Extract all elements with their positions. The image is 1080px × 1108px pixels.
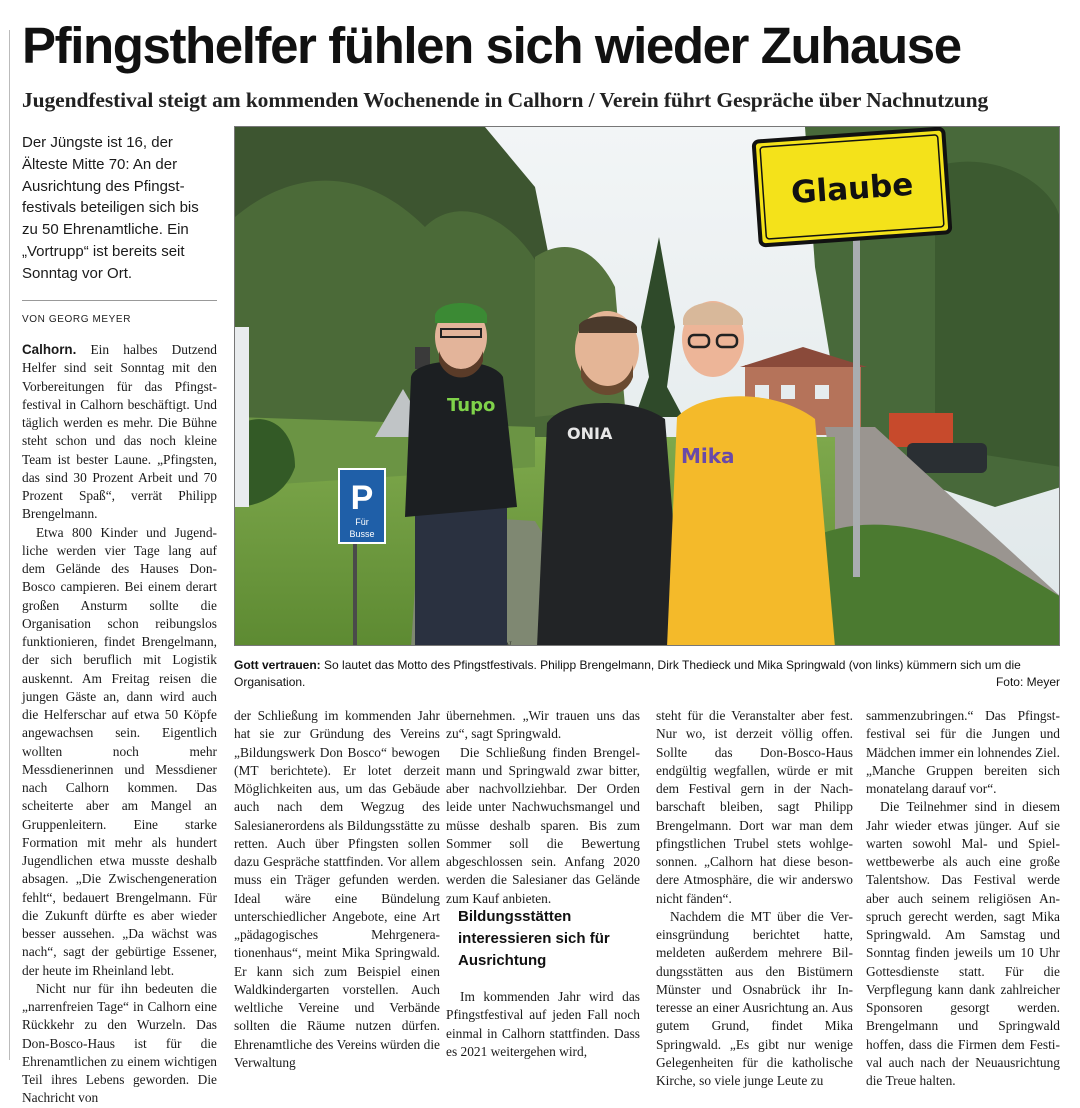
article-column-2 — [234, 707, 440, 1072]
column-divider — [9, 30, 10, 1060]
photo-illustration — [235, 127, 1060, 646]
shirt-text-left: Tupo — [447, 395, 496, 416]
teaser: Der Jüngste ist 16, der Älteste Mitte 70: An der Ausrichtung des Pfingstfestivals beteiligen sich bis zu 50 Ehrenamtliche. Ein „Vortrupp“ ist bereits seit Sonntag vor Ort. — [22, 134, 199, 282]
article-paragraph: steht für die Veranstalter aber fest. Nur wo, ist derzeit völlig offen. Sollte das Don-Bosco-Haus endgültig wegfallen, würde er mit dem Festival gern in der Nachbarschaft bleiben, sagt Philipp Brengelmann. Dort war man dem pfingstlichen Trubel stets wohlgesonnen. „Calhorn hat diese besondere Atmosphäre, die wir anderswo nicht fänden“. — [656, 708, 853, 906]
parking-sign-text-2: Busse — [349, 529, 375, 539]
subheadline: Jugendfestival steigt am kommenden Wochenende in Calhorn / Verein führt Gespräche über Nachnutzung — [22, 88, 989, 112]
photo-caption — [234, 657, 1060, 690]
article-paragraph: Die Teilnehmer sind in diesem Jahr wieder etwas jünger. Auf sie warten sowohl Mal- und Spielwettbewerbe als auch eine große Talentshow. Das Festival werde aber auch seinem religiösen Anspruch gerecht werden, sagt Mika Springwald. Am Samstag und Sonntag finden jeweils um 10 Uhr Gottesdienste statt. Für die Verpflegung kann dank zahlreicher Sponsoren gesorgt werden. Brengelmann und Springwald hoffen, dass die Firmen dem Festival auch nach der Neuausrichtung die Treue halten. — [866, 799, 1060, 1088]
article-paragraph: Nicht nur für ihn bedeuten die „narrenfreien Tage“ in Calhorn eine Rückkehr zu den Wurzeln. Das Don-Bosco-Haus ist für die Ehrenamtlichen zu einem wichtigen Teil ihres Lebens geworden. Die Nachricht von — [22, 980, 217, 1106]
article-paragraph: sammenzubringen.“ Das Pfingstfestival sei für die Jungen und Mädchen immer ein lohnendes Ziel. „Manche Gruppen bereiten sich monatelang darauf vor“. — [866, 708, 1060, 796]
article-paragraph: Im kommenden Jahr wird das Pfingstfestival auf jeden Fall noch einmal in Calhorn stattfinden. Dass es 2021 weitergehen wird, — [446, 989, 640, 1059]
parking-sign-text-1: Für — [355, 517, 369, 527]
shirt-text-middle: ONIA — [567, 424, 613, 443]
article-column-3 — [446, 707, 640, 908]
headline: Pfingsthelfer fühlen sich wieder Zuhause — [22, 17, 961, 74]
byline-text: VON GEORG MEYER — [22, 314, 132, 325]
paragraph-text: Ein halbes Dutzend Helfer sind seit Sonntag mit den Vorbereitungen für das Pfingstfestival in Calhorn beschäftigt. Und täglich werden es mehr. Die Bühne steht schon und das noch kleine Team ist bester Laune. „Pfingsten, das sind 30 Prozent Arbeit und 70 Prozent Spaß“, verrät Philipp Brengelmann. — [22, 342, 217, 522]
article-paragraph: übernehmen. „Wir trauen uns das zu“, sagt Springwald. — [446, 708, 640, 742]
glaube-sign-text: Glaube — [789, 166, 915, 212]
article-subhead: Bildungsstätten interessieren sich für Ausrichtung — [458, 908, 610, 969]
shirt-text-right: Mika — [681, 444, 735, 468]
article-column-1 — [22, 341, 217, 1108]
byline-divider — [22, 300, 217, 301]
article-photo — [234, 126, 1060, 646]
article-paragraph: Etwa 800 Kinder und Jugendliche werden vier Tage lang auf dem Gelände des Hauses Don-Bosco campieren. Bei einem derart großen Ansturm sollte die Organisation schon reibungslos funktionieren, findet Brengelmann, der sich beruflich mit Logistik auskennt. Am Freitag reisen die jungen Gäste an, dann wird auch die Helferschar auf etwa 50 Köpfe angewachsen sein. Eigentlich wollten noch mehr Messdienerinnen und Messdiener nach Calhorn kommen. Das scheiterte aber am Mangel an Gruppenleitern. Eine starke Formation mit mehr als hundert Jugendlichen etwa musste deshalb absagen. „Die Zwischengeneration fehlt“, bedauert Brengelmann. Für die Zukunft dürfte es aber wieder besser aussehen. „Da wächst was nach“, sagt der gebürtige Essener, der heute im Rheinland lebt. — [22, 524, 217, 978]
dateline: Calhorn. — [22, 342, 77, 357]
article-paragraph: Die Schließung finden Brengelmann und Springwald zwar bitter, aber nachvollziehbar. Der Orden leide unter Nachwuchsmangel und müsse deshalb sparen. Bis zum Sommer soll die Bewertung abgeschlossen sein. Anfang 2020 werden die Salesianer das Gelände zum Kauf anbieten. — [446, 744, 640, 906]
caption-label: Gott vertrauen: — [234, 658, 321, 672]
article-paragraph: der Schließung im kommenden Jahr hat sie zur Gründung des Vereins „Bildungswerk Don Bosco“ bewogen (MT berichtete). Er lotet derzeit Möglichkeiten aus, um das Gebäude auch nach dem Wegzug des Salesianerordens als Bildungsstätte zu retten. Auch über Pfingsten sollen dazu Gespräche stattfinden. Vor allem muss ein Träger gefunden werden. Ideal wäre eine Bündelung unterschiedlicher Angebote, eine Art „pädagogisches Mehrgenerationenhaus“, meint Mika Springwald. Er kann sich zum Beispiel einen Waldkindergarten vorstellen. Auch weltliche Vereine und Verbände sollten die Räume nutzen dürfen. Ehrenamtliche des Vereins würden die Verwaltung — [234, 708, 440, 1070]
photo-credit: Foto: Meyer — [995, 675, 1060, 689]
parking-sign-letter: P — [350, 479, 374, 517]
article-column-5 — [866, 707, 1060, 1090]
article-column-4 — [656, 707, 853, 1090]
article-column-3b — [446, 988, 640, 1061]
article-paragraph — [22, 341, 217, 524]
article-paragraph: Nachdem die MT über die Vereinsgründung berichtet hatte, meldeten außerdem mehrere Bildungsstätten aus den Bistümern Münster und Osnabrück ihr Interesse an einer Ausrichtung an. Aus gutem Grund, findet Mika Springwald. „Es gibt nur wenige Gelegenheiten für die katholische Kirche, so viele junge Leute zu — [656, 908, 853, 1088]
byline — [22, 314, 131, 325]
caption-text: So lautet das Motto des Pfingstfestivals. Philipp Brengelmann, Dirk Thedieck und Mika Springwald (von links) kümmern sich um die Organisation. — [234, 658, 1021, 689]
